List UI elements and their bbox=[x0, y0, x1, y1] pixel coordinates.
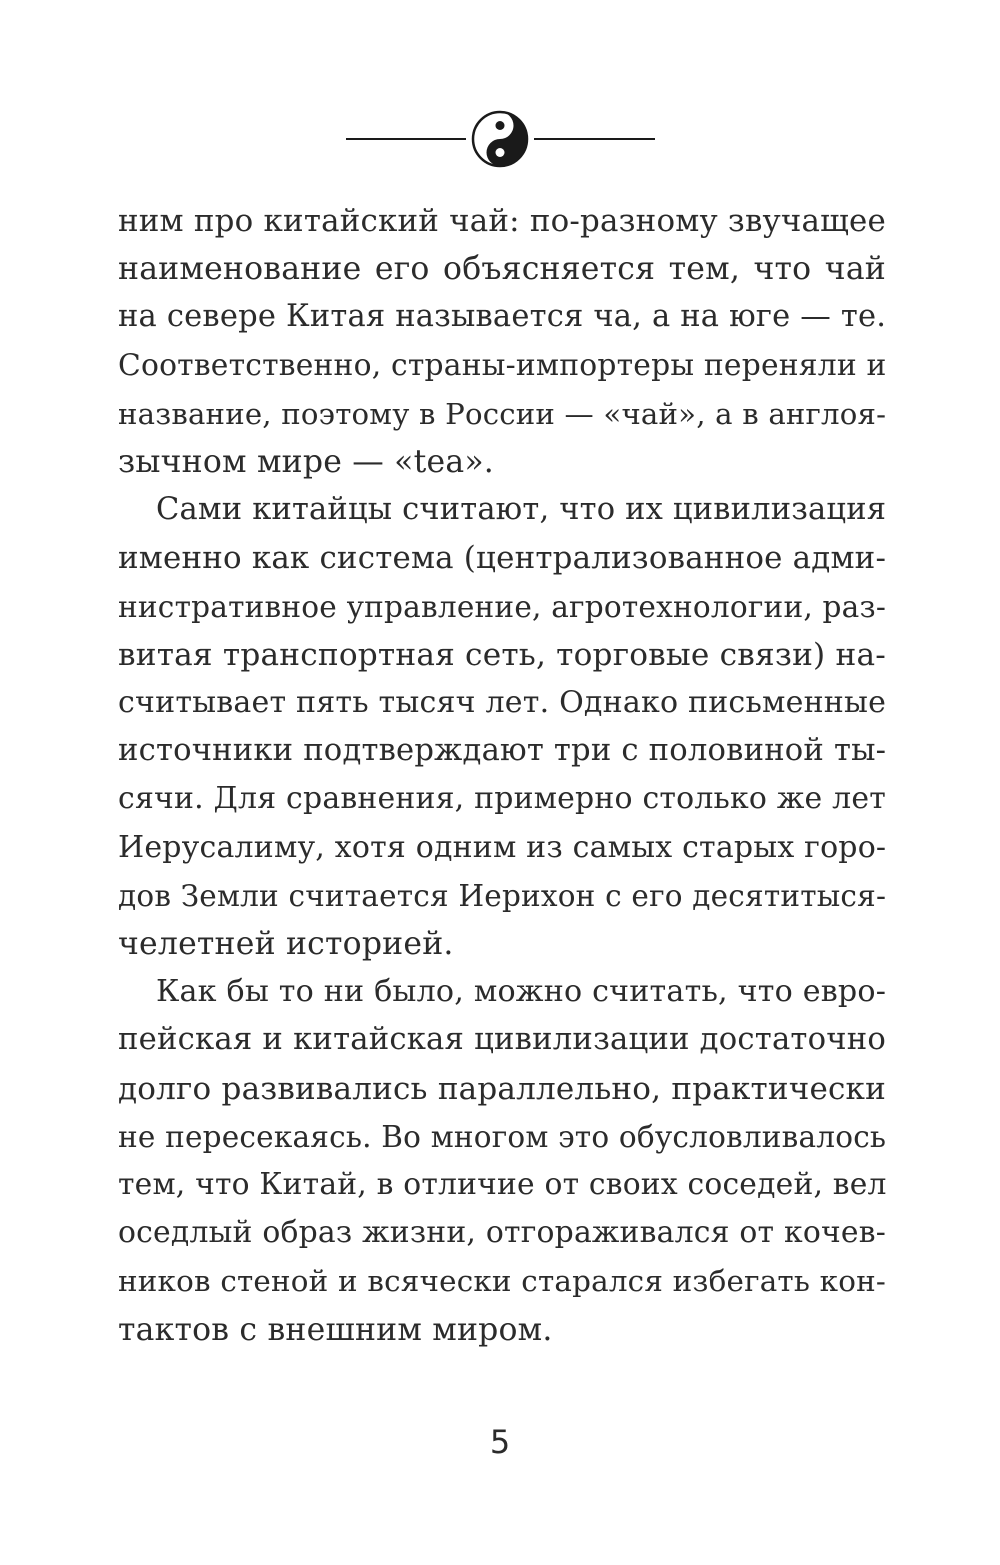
page-number: 5 bbox=[489, 1423, 511, 1461]
text-line: Соответственно, страны-импортеры переняли и bbox=[118, 347, 887, 383]
text-line: Иерусалиму, хотя одним из самых старых горо- bbox=[118, 829, 887, 865]
body-text bbox=[118, 197, 886, 1354]
text-line: на севере Китая называется ча, а на юге — те. bbox=[118, 299, 887, 335]
text-line: челетней историей. bbox=[118, 926, 454, 963]
text-line: наименование его объясняется тем, что чай bbox=[118, 251, 886, 288]
text-line: название, поэтому в России — «чай», а в англоя- bbox=[118, 396, 887, 431]
text-line: ним про китайский чай: по-разному звучащее bbox=[118, 203, 886, 239]
text-line: не пересекаясь. Во многом это обусловливалось bbox=[118, 1119, 887, 1154]
text-line: зычном мире — «tea». bbox=[118, 444, 495, 481]
paragraph-3 bbox=[118, 968, 886, 1354]
text-line: Как бы то ни было, можно считать, что евро- bbox=[156, 974, 887, 1010]
text-line: именно как система (централизованное адми- bbox=[118, 540, 887, 577]
text-line: долго развивались параллельно, практически bbox=[118, 1070, 886, 1107]
paragraph-2 bbox=[118, 486, 886, 968]
text-line: нистративное управление, агротехнологии, раз- bbox=[118, 589, 887, 624]
text-line: тем, что Китай, в отличие от своих соседей, вел bbox=[118, 1167, 887, 1203]
text-line: пейская и китайская цивилизации достаточно bbox=[118, 1022, 886, 1058]
text-line: оседлый образ жизни, отгораживался от кочев- bbox=[118, 1215, 886, 1251]
chapter-ornament bbox=[0, 108, 1000, 172]
text-line: считывает пять тысяч лет. Однако письменные bbox=[118, 685, 887, 721]
text-line: дов Земли считается Иерихон с его десятитыся- bbox=[118, 878, 887, 913]
yin-yang-icon bbox=[473, 112, 527, 166]
text-line: Сами китайцы считают, что их цивилизация bbox=[156, 492, 887, 528]
text-line: источники подтверждают три с половиной ты- bbox=[118, 733, 887, 769]
text-line: ников стеной и всячески старался избегать кон- bbox=[118, 1264, 886, 1299]
paragraph-1 bbox=[118, 197, 886, 486]
text-line: витая транспортная сеть, торговые связи) на- bbox=[118, 636, 886, 673]
text-line: тактов с внешним миром. bbox=[118, 1311, 553, 1348]
text-line: сячи. Для сравнения, примерно столько же лет bbox=[118, 781, 886, 817]
